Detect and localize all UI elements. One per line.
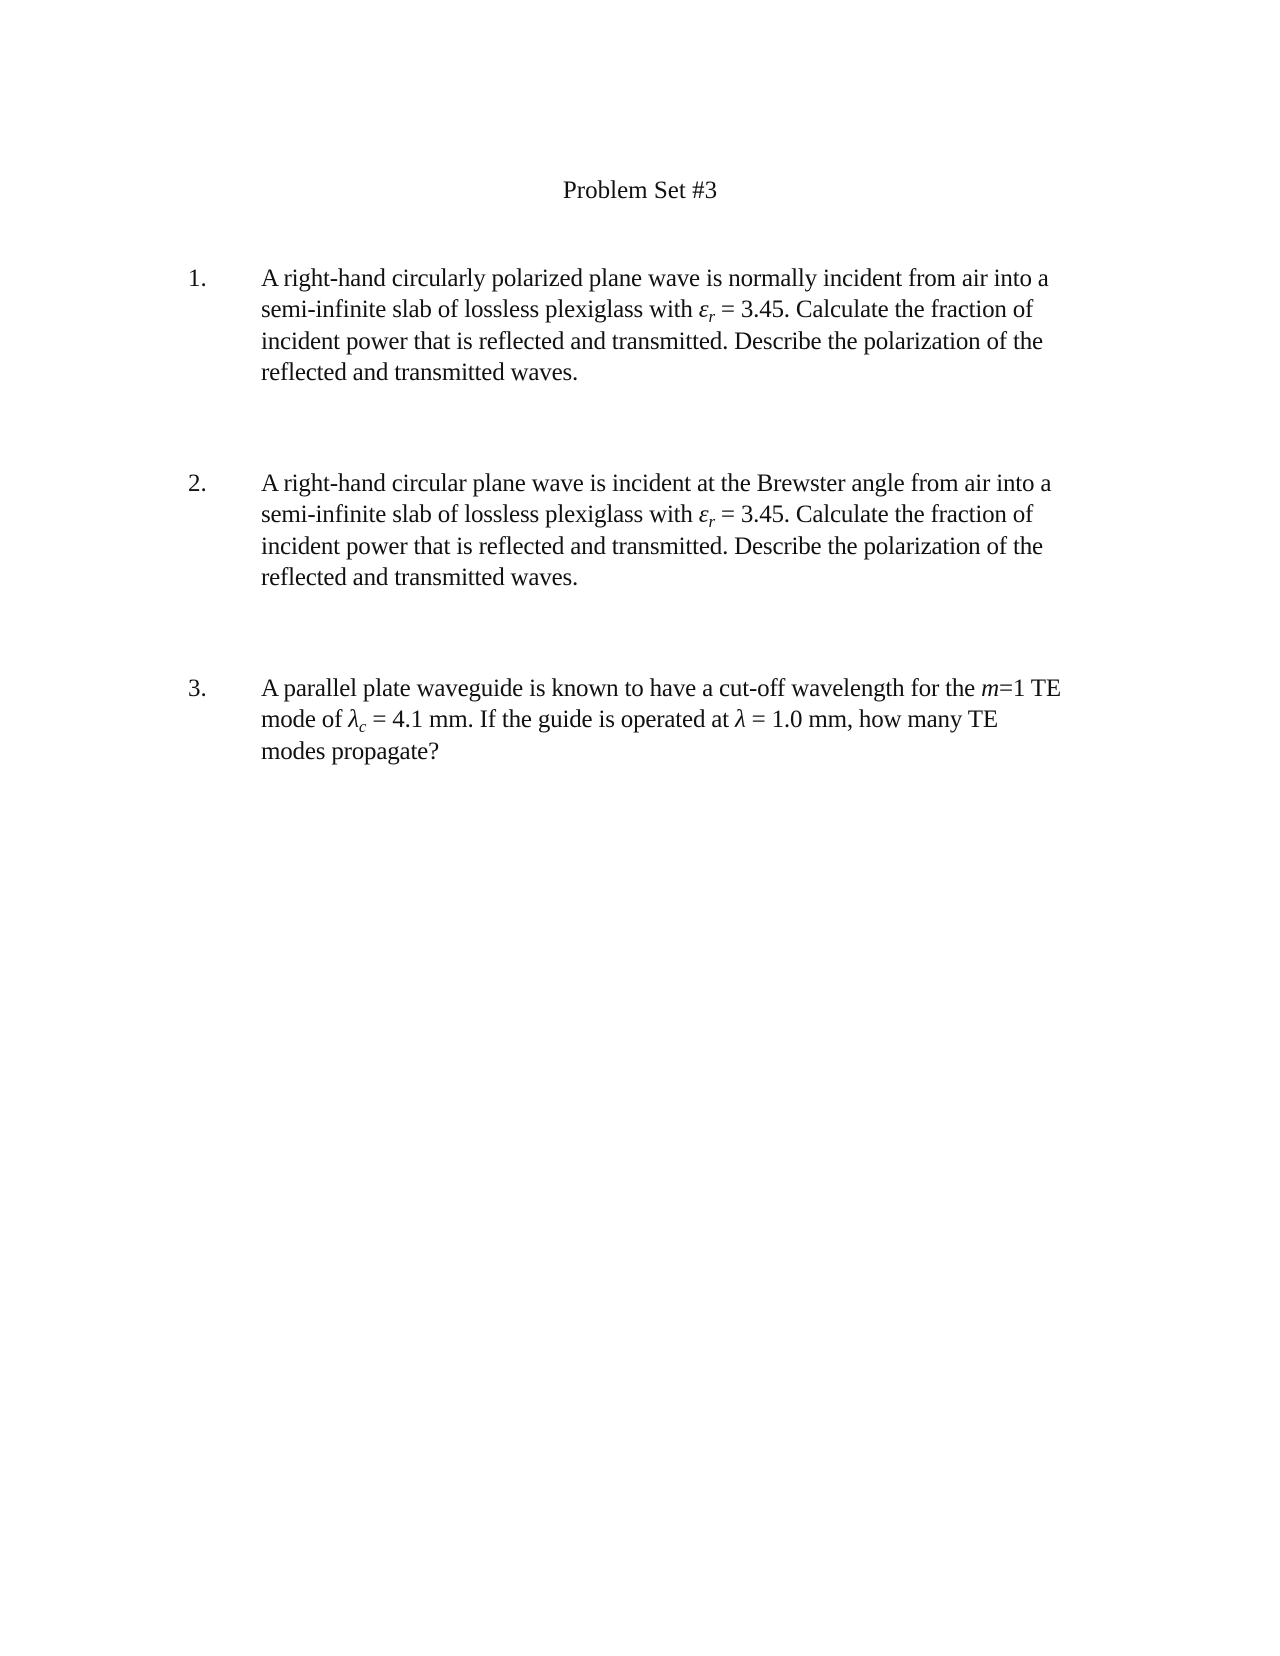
text-line: semi-infinite slab of lossless plexiglass with $\varepsilon_r = 3.45$. Calculate the fraction of [261, 295, 1034, 326]
text-line: mode of $\lambda_c = 4.1$ mm. If the guide is operated at λ = 1.0 mm, how many TE [261, 705, 998, 736]
text-line: modes propagate? [261, 738, 439, 765]
lambda-symbol: λ [734, 705, 746, 733]
problem-text [261, 469, 1091, 593]
text-line: A right-hand circularly polarized plane wave is normally incident from air into a [261, 265, 1049, 292]
subscript-r: r [708, 511, 715, 531]
epsilon-symbol: ε [698, 295, 709, 323]
text-line: incident power that is reflected and transmitted. Describe the polarization of the [261, 328, 1043, 355]
problem-text [261, 264, 1091, 388]
mode-index-m: m [981, 675, 999, 702]
problem-number: 3. [188, 675, 207, 702]
epsilon-symbol: ε [698, 500, 709, 528]
text-line: reflected and transmitted waves. [261, 358, 579, 386]
text-line: incident power that is reflected and transmitted. Describe the polarization of the [261, 533, 1043, 560]
subscript-r: r [708, 306, 715, 326]
page-title: Problem Set #3 [562, 177, 718, 204]
lambda-symbol: λ [348, 705, 359, 733]
problem-text [261, 674, 1091, 768]
text-line: semi-infinite slab of lossless plexiglass with $\varepsilon_r = 3.45$. Calculate the fraction of [261, 500, 1034, 531]
text-line: A parallel plate waveguide is known to have a cut-off wavelength for the m=1 TE [261, 675, 1061, 702]
problem-number: 2. [188, 470, 207, 497]
text-line: reflected and transmitted waves. [261, 563, 579, 591]
subscript-c: c [358, 716, 367, 736]
problem-number: 1. [188, 265, 207, 292]
text-line: A right-hand circular plane wave is incident at the Brewster angle from air into a [261, 470, 1052, 497]
